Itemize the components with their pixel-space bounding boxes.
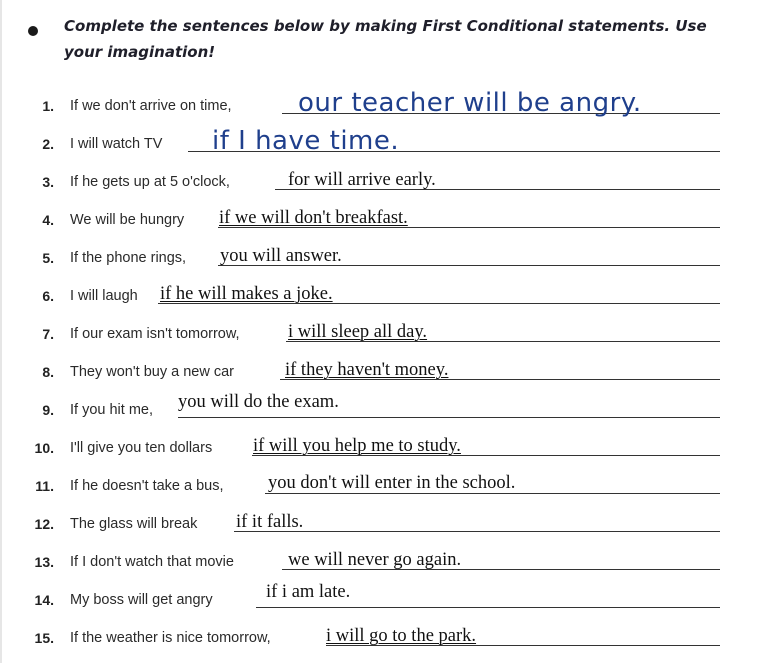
answer-field[interactable]: i will go to the park. — [326, 626, 477, 646]
item-prompt: If the weather is nice tomorrow, — [70, 630, 271, 646]
bullet-icon — [28, 26, 38, 36]
item-prompt: If our exam isn't tomorrow, — [70, 326, 240, 342]
item-number: 15. — [34, 630, 54, 646]
answer-field[interactable]: if I have time. — [212, 126, 400, 156]
answer-line — [256, 607, 720, 608]
answer-field[interactable]: for will arrive early. — [288, 170, 436, 190]
item-prompt: If you hit me, — [70, 402, 154, 418]
answer-field[interactable]: if will you help me to study. — [253, 436, 461, 456]
exercise-item-5 — [0, 240, 765, 272]
exercise-item-15 — [0, 620, 765, 652]
instruction-text: Complete the sentences below by making First Conditional statements. Use your imagination! — [64, 17, 707, 61]
exercise-item-12 — [0, 506, 765, 538]
item-number: 8. — [42, 364, 54, 380]
item-prompt: I will watch TV — [70, 136, 163, 152]
exercise-item-10 — [0, 430, 765, 462]
item-number: 7. — [42, 326, 54, 342]
item-number: 12. — [34, 516, 54, 532]
item-number: 14. — [34, 592, 54, 608]
answer-field[interactable]: you will answer. — [220, 246, 342, 266]
exercise-item-8 — [0, 354, 765, 386]
item-prompt: If the phone rings, — [70, 250, 187, 266]
item-prompt: If he doesn't take a bus, — [70, 478, 224, 494]
answer-field[interactable]: i will sleep all day. — [288, 322, 428, 342]
answer-line — [178, 417, 720, 418]
answer-field[interactable]: we will never go again. — [288, 550, 462, 570]
item-number: 1. — [42, 98, 54, 114]
item-prompt: They won't buy a new car — [70, 364, 234, 380]
exercise-item-6 — [0, 278, 765, 310]
item-prompt: I'll give you ten dollars — [70, 440, 213, 456]
item-number: 10. — [34, 440, 54, 456]
exercise-item-7 — [0, 316, 765, 348]
answer-field[interactable]: if we will don't breakfast. — [219, 208, 408, 228]
exercise-item-1 — [0, 88, 765, 120]
item-prompt: If he gets up at 5 o'clock, — [70, 174, 230, 190]
answer-field[interactable]: you will do the exam. — [178, 392, 339, 412]
exercise-item-3 — [0, 164, 765, 196]
item-number: 13. — [34, 554, 54, 570]
answer-field[interactable]: if he will makes a joke. — [160, 284, 333, 304]
exercise-item-2 — [0, 126, 765, 158]
answer-field[interactable]: if i am late. — [266, 582, 351, 602]
item-number: 5. — [42, 250, 54, 266]
answer-field[interactable]: if it falls. — [236, 512, 304, 532]
item-prompt: If I don't watch that movie — [70, 554, 234, 570]
item-number: 3. — [42, 174, 54, 190]
exercise-item-9 — [0, 392, 765, 424]
item-prompt: If we don't arrive on time, — [70, 98, 232, 114]
item-number: 11. — [35, 478, 54, 494]
item-number: 2. — [42, 136, 54, 152]
answer-field[interactable]: you don't will enter in the school. — [268, 473, 516, 493]
exercise-item-14 — [0, 582, 765, 614]
answer-line — [265, 493, 720, 494]
answer-field[interactable]: if they haven't money. — [285, 360, 449, 380]
answer-line — [234, 531, 720, 532]
exercise-item-4 — [0, 202, 765, 234]
item-number: 9. — [42, 402, 54, 418]
item-prompt: My boss will get angry — [70, 592, 213, 608]
item-prompt: I will laugh — [70, 288, 138, 304]
answer-field[interactable]: our teacher will be angry. — [298, 88, 642, 118]
item-prompt: The glass will break — [70, 516, 198, 532]
exercise-item-13 — [0, 544, 765, 576]
item-prompt: We will be hungry — [70, 212, 185, 228]
instruction — [0, 12, 765, 72]
item-number: 6. — [42, 288, 54, 304]
item-number: 4. — [42, 212, 54, 228]
exercise-item-11 — [0, 468, 765, 500]
